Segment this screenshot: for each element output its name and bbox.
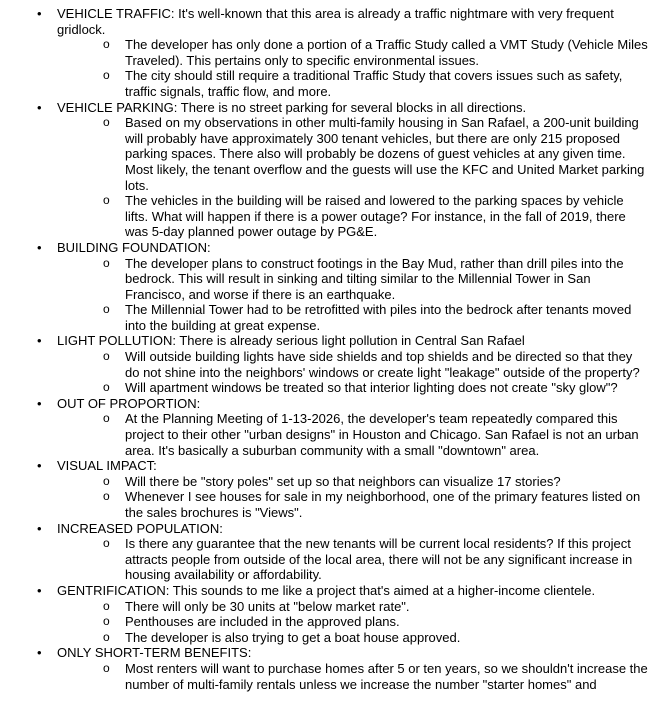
sub-list-item-text: Will outside building lights have side shields and top shields and be directed so that they do not shine into the neighbors' windows or create light "leakage" outside of the property?: [125, 349, 640, 380]
sub-bullet-icon: o: [103, 115, 110, 130]
sub-bullet-icon: o: [103, 473, 110, 488]
sub-bullet-icon: o: [103, 380, 110, 395]
sub-bullet-icon: o: [103, 37, 110, 52]
bullet-icon: •: [37, 333, 42, 349]
list-item: [0, 6, 649, 37]
sub-list-item-text: The developer plans to construct footings in the Bay Mud, rather than drill piles into the bedrock. This will result in sinking and tilting similar to the Millennial Tower in San Francisco, and worse if there is an earthquake.: [125, 255, 624, 302]
list-item: [0, 645, 649, 661]
sub-list-item-text: Whenever I see houses for sale in my neighborhood, one of the primary features listed on the sales brochures is "Views".: [125, 489, 641, 520]
list-item: [0, 396, 649, 412]
list-item-text: GENTRIFICATION: This sounds to me like a project that's aimed at a higher-income clientele.: [57, 582, 596, 598]
sub-list-item-text: Most renters will want to purchase homes after 5 or ten years, so we shouldn't increase the number of multi-family rentals unless we increase the number "starter homes" and: [125, 660, 648, 692]
sub-list-item-text: The developer is also trying to get a boat house approved.: [125, 629, 461, 645]
sub-list-item: [0, 630, 649, 646]
sub-list-item: [0, 380, 649, 396]
sub-bullet-icon: o: [103, 255, 110, 270]
sub-list-item: [0, 474, 649, 490]
sub-list-item-text: Penthouses are included in the approved plans.: [125, 614, 400, 630]
sub-bullet-icon: o: [103, 193, 110, 208]
bullet-icon: •: [37, 239, 42, 255]
sub-list-item: [0, 536, 649, 583]
list-item: [0, 240, 649, 256]
sub-list-item-text: Is there any guarantee that the new tenants will be current local residents? If this project attracts people from outside of the local area, there will not be any significant increase in housing availability or affordability.: [125, 536, 633, 583]
list-item-text: VEHICLE PARKING: There is no street parking for several blocks in all directions.: [57, 99, 527, 115]
list-item-text: VISUAL IMPACT:: [57, 458, 157, 474]
list-item-text: VEHICLE TRAFFIC: It's well-known that this area is already a traffic nightmare with very frequent gridlock.: [57, 6, 614, 37]
sub-list-item-text: Will there be "story poles" set up so that neighbors can visualize 17 stories?: [125, 473, 561, 489]
list-item-text: LIGHT POLLUTION: There is already serious light pollution in Central San Rafael: [57, 333, 525, 349]
sub-bullet-icon: o: [103, 411, 110, 426]
bullet-list: [0, 6, 649, 692]
sub-bullet-icon: o: [103, 489, 110, 504]
sub-bullet-icon: o: [103, 349, 110, 364]
sub-list-item: [0, 256, 649, 303]
sub-list-item-text: There will only be 30 units at "below market rate".: [125, 598, 410, 614]
bullet-icon: •: [37, 6, 42, 21]
sub-list-item: [0, 37, 649, 68]
sub-list-item-text: The developer has only done a portion of a Traffic Study called a VMT Study (Vehicle Miles Traveled). This pertains only to specific environmental issues.: [125, 37, 648, 68]
sub-list-item: [0, 489, 649, 520]
sub-bullet-icon: o: [103, 536, 110, 551]
bullet-icon: •: [37, 99, 42, 115]
bullet-icon: •: [37, 458, 42, 474]
list-item: [0, 100, 649, 116]
bullet-icon: •: [37, 520, 42, 536]
sub-list-item-text: At the Planning Meeting of 1-13-2026, the developer's team repeatedly compared this project to their other "urban designs" in Houston and Chicago. San Rafael is not an urban area. It's basically a suburban community with a small "downtown" area.: [125, 411, 639, 458]
sub-bullet-icon: o: [103, 660, 110, 675]
bullet-icon: •: [37, 395, 42, 411]
sub-list-item: [0, 599, 649, 615]
sub-bullet-icon: o: [103, 629, 110, 644]
sub-bullet-icon: o: [103, 68, 110, 83]
list-item: [0, 458, 649, 474]
sub-list-item: [0, 614, 649, 630]
list-item-text: ONLY SHORT-TERM BENEFITS:: [57, 645, 252, 661]
list-item: [0, 583, 649, 599]
list-item-text: BUILDING FOUNDATION:: [57, 239, 211, 255]
sub-list-item: [0, 661, 649, 692]
sub-list-item: [0, 349, 649, 380]
sub-list-item: [0, 411, 649, 458]
sub-list-item-text: Based on my observations in other multi-family housing in San Rafael, a 200-unit building will probably have approximately 300 tenant vehicles, but there are only 215 proposed parking spaces. There also will probably be dozens of guest vehicles at any given time. Most likely, the tenant overflow and the guests will use the KFC and United Market parking lots.: [125, 115, 645, 193]
sub-list-item-text: The vehicles in the building will be raised and lowered to the parking spaces by vehicle lifts. What will happen if there is a power outage? For instance, in the fall of 2019, there was 5-day planned power outage by PG&E.: [125, 193, 626, 240]
sub-bullet-icon: o: [103, 302, 110, 317]
sub-list-item-text: The city should still require a traditional Traffic Study that covers issues such as safety, traffic signals, traffic flow, and more.: [125, 68, 623, 99]
bullet-icon: •: [37, 645, 42, 661]
list-item: [0, 521, 649, 537]
sub-list-item: [0, 193, 649, 240]
list-item-text: INCREASED POPULATION:: [57, 520, 223, 536]
list-item-text: OUT OF PROPORTION:: [57, 395, 201, 411]
sub-list-item-text: Will apartment windows be treated so that interior lighting does not create "sky glow"?: [125, 380, 618, 396]
sub-bullet-icon: o: [103, 598, 110, 613]
sub-list-item-text: The Millennial Tower had to be retrofitted with piles into the bedrock after tenants moved into the building at great expense.: [125, 302, 632, 333]
sub-list-item: [0, 68, 649, 99]
sub-list-item: [0, 302, 649, 333]
sub-list-item: [0, 115, 649, 193]
list-item: [0, 333, 649, 349]
bullet-icon: •: [37, 582, 42, 598]
sub-bullet-icon: o: [103, 614, 110, 629]
